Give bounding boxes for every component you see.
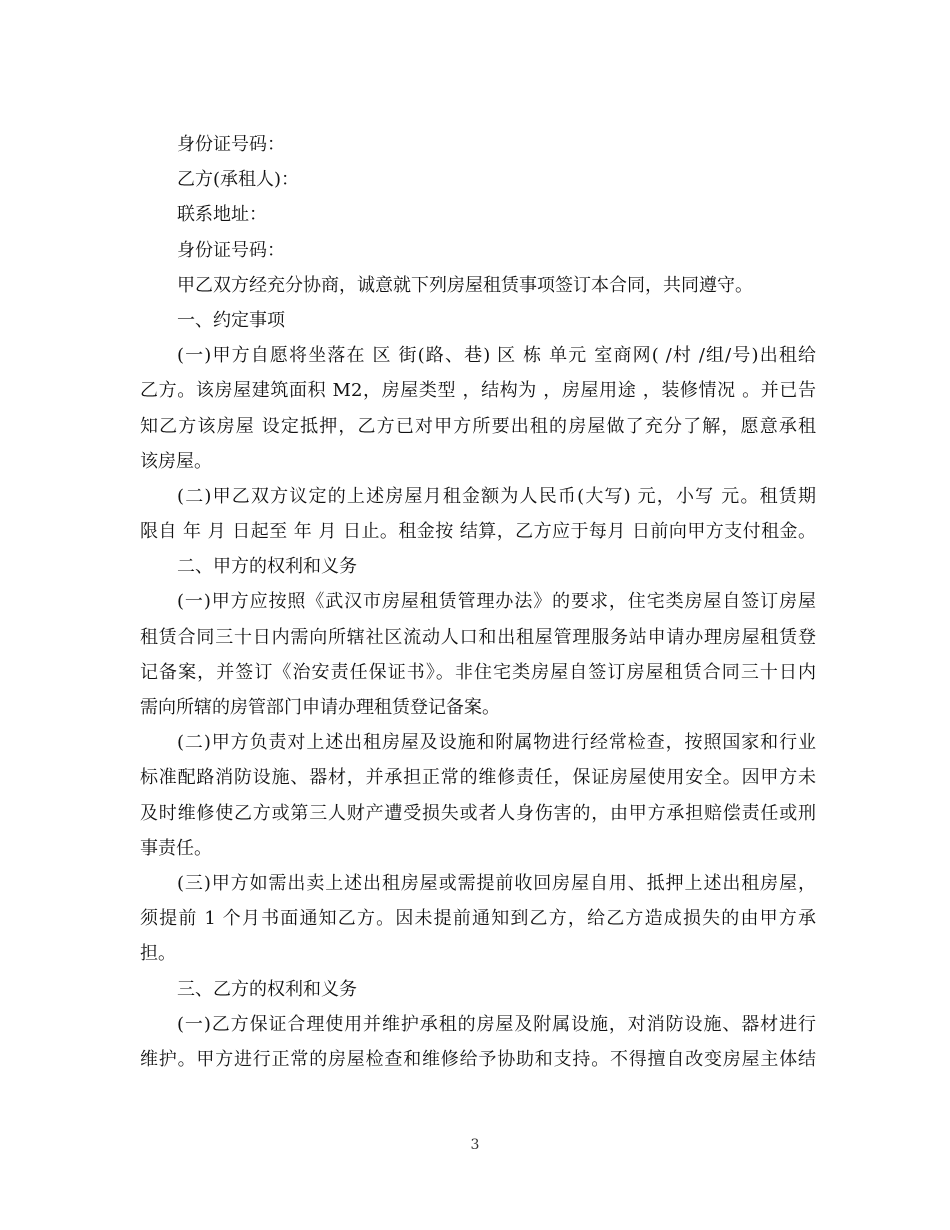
paragraph-line: 需向所辖的房管部门申请办理租赁登记备案。 bbox=[140, 697, 500, 718]
field-id-number-lessor: 身份证号码： bbox=[177, 134, 285, 155]
paragraph-line: 事责任。 bbox=[140, 837, 212, 859]
paragraph-line: 记备案，并签订《治安责任保证书》。非住宅类房屋自签订房屋租赁合同三十日内 bbox=[140, 661, 816, 683]
section-heading-3: 三、乙方的权利和义务 bbox=[177, 978, 357, 1000]
paragraph-line: 维护。甲方进行正常的房屋检查和维修给予协助和支持。不得擅自改变房屋主体结 bbox=[140, 1048, 816, 1070]
paragraph-line: 担。 bbox=[140, 943, 176, 965]
paragraph-line: 该房屋。 bbox=[140, 450, 212, 472]
paragraph-line: 及时维修使乙方或第三人财产遭受损失或者人身伤害的，由甲方承担赔偿责任或刑 bbox=[140, 802, 816, 824]
paragraph-line: 限自 年 月 日起至 年 月 日止。租金按 结算，乙方应于每月 日前向甲方支付租金。 bbox=[140, 521, 816, 543]
paragraph-line: 租赁合同三十日内需向所辖社区流动人口和出租屋管理服务站申请办理房屋租赁登 bbox=[140, 626, 816, 648]
paragraph-line: (一)甲方应按照《武汉市房屋租赁管理办法》的要求，住宅类房屋自签订房屋 bbox=[177, 591, 816, 613]
paragraph-line: (一)甲方自愿将坐落在 区 街(路、巷) 区 栋 单元 室商网( /村 /组/号)出租给 bbox=[177, 345, 816, 367]
field-party-b: 乙方(承租人)： bbox=[177, 169, 300, 191]
paragraph-line: (二)甲方负责对上述出租房屋及设施和附属物进行经常检查，按照国家和行业 bbox=[177, 732, 816, 754]
paragraph-line: (三)甲方如需出卖上述出租房屋或需提前收回房屋自用、抵押上述出租房屋， bbox=[177, 872, 816, 894]
paragraph-line: (二)甲乙双方议定的上述房屋月租金额为人民币(大写) 元，小写 元。租赁期 bbox=[177, 485, 816, 507]
field-id-number-lessee: 身份证号码： bbox=[177, 239, 285, 261]
preamble-line: 甲乙双方经充分协商，诚意就下列房屋租赁事项签订本合同，共同遵守。 bbox=[177, 274, 753, 296]
paragraph-line: (一)乙方保证合理使用并维护承租的房屋及附属设施，对消防设施、器材进行 bbox=[177, 1013, 816, 1035]
page-number: 3 bbox=[470, 1137, 480, 1153]
document-body bbox=[140, 127, 816, 1077]
section-heading-1: 一、约定事项 bbox=[177, 309, 285, 331]
paragraph-line: 知乙方该房屋 设定抵押，乙方已对甲方所要出租的房屋做了充分了解，愿意承租 bbox=[140, 415, 816, 437]
paragraph-line: 须提前 1 个月书面通知乙方。因未提前通知到乙方，给乙方造成损失的由甲方承 bbox=[140, 908, 816, 930]
field-contact-address: 联系地址： bbox=[177, 204, 267, 226]
paragraph-line: 乙方。该房屋建筑面积 M2，房屋类型 ，结构为 ，房屋用途 ，装修情况 。并已告 bbox=[140, 380, 816, 402]
paragraph-line: 标准配路消防设施、器材，并承担正常的维修责任，保证房屋使用安全。因甲方未 bbox=[140, 767, 816, 789]
section-heading-2: 二、甲方的权利和义务 bbox=[177, 556, 357, 578]
